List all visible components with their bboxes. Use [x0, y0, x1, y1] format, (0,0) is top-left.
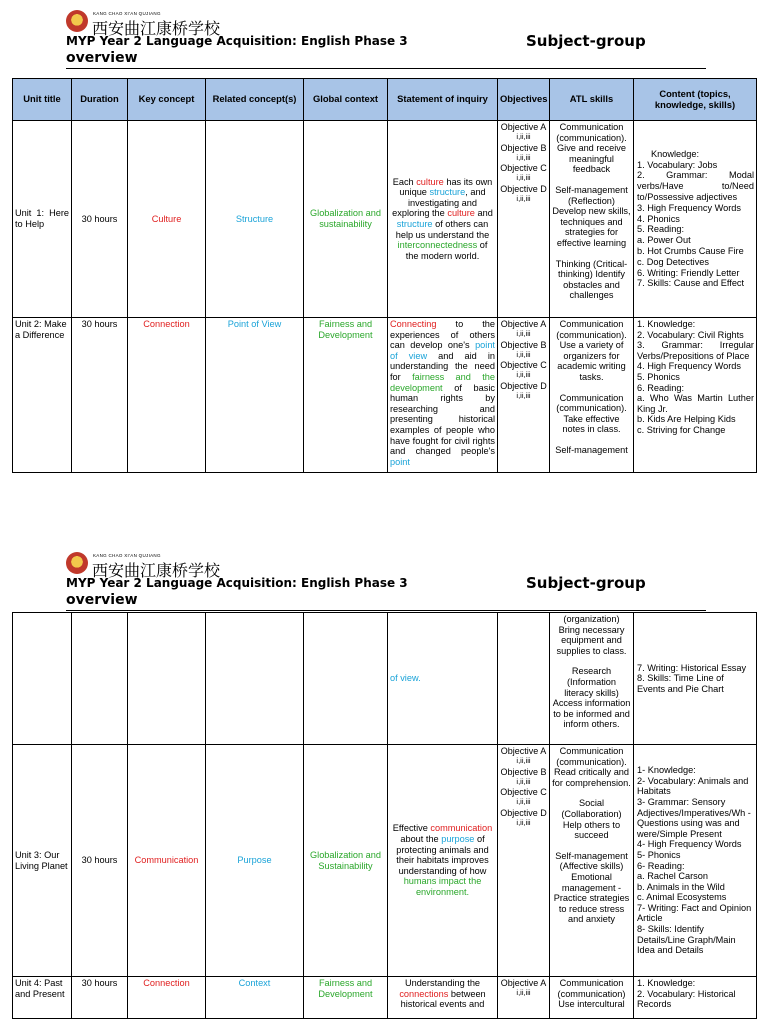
col-header-key-concept: Key concept	[128, 79, 206, 121]
unit-overview-table-1	[12, 78, 757, 473]
atl-skills: Communication (communication). Read critically and for comprehension. Social (Collaboration) Help others to succeed Self-management (Affective skills) Emotional management - Practice strategies to reduce stress and anxiety	[550, 745, 634, 977]
unit-title: Unit 2: Make a Difference	[13, 318, 72, 473]
subject-group-heading: Subject-group	[526, 574, 646, 592]
duration: 30 hours	[72, 745, 128, 977]
document-title: MYP Year 2 Language Acquisition: English Phase 3	[66, 576, 408, 590]
key-concept	[128, 613, 206, 745]
statement-of-inquiry: of view.	[388, 613, 498, 745]
global-context	[304, 613, 388, 745]
school-logo	[66, 552, 236, 580]
unit-title: Unit 4: Past and Present	[13, 977, 72, 1019]
content: Knowledge: 1. Vocabulary: Jobs 2. Grammar: Modal verbs/Have to/Need to/Possessive adjectives 3. High Frequency Words 4. Phonics 5. Reading: a. Power Out b. Hot Crumbs Cause Fire c. Dog Detectives 6. Writing: Friendly Letter 7. Skills: Cause and Effect	[634, 121, 757, 318]
duration: 30 hours	[72, 977, 128, 1019]
statement-of-inquiry: Effective communication about the purpose of protecting animals and their habitats improves understanding of how humans impact the environment.	[388, 745, 498, 977]
document-title-overview: overview	[66, 592, 138, 608]
key-concept: Connection	[128, 318, 206, 473]
unit-title	[13, 613, 72, 745]
content: 1- Knowledge: 2- Vocabulary: Animals and Habitats 3- Grammar: Sensory Adjectives/Imperatives/Wh - Questions using was and were/Simple Present 4- High Frequency Words 5- Phonics 6- Reading: a. Rachel Carson b. Animals in the Wild c. Animal Ecosystems 7- Writing: Fact and Opinion Article 8- Skills: Identify Details/Line Graph/Main Idea and Details	[634, 745, 757, 977]
global-context: Fairness and Development	[304, 977, 388, 1019]
statement-of-inquiry: Connecting to the experiences of others can develop one's point of view and aid in understanding the need for fairness and the development of basic human rights by researching and presenting historical examples of people who have fought for civil rights and changed people's point	[388, 318, 498, 473]
content: 1. Knowledge: 2. Vocabulary: Civil Rights 3. Grammar: Irregular Verbs/Prepositions of Place 4. High Frequency Words 5. Phonics 6. Reading: a. Who Was Martin Luther King Jr. b. Kids Are Helping Kids c. Striving for Change	[634, 318, 757, 473]
unit-title: Unit 3: Our Living Planet	[13, 745, 72, 977]
key-concept: Communication	[128, 745, 206, 977]
school-logo	[66, 10, 236, 38]
table-row-unit-4	[13, 977, 757, 1019]
document-title: MYP Year 2 Language Acquisition: English Phase 3	[66, 34, 408, 48]
table-header-row	[13, 79, 757, 121]
related-concept: Purpose	[206, 745, 304, 977]
table-row-unit-2-continued	[13, 613, 757, 745]
statement-of-inquiry: Understanding the connections between historical events and	[388, 977, 498, 1019]
unit-overview-table-2	[12, 612, 757, 1019]
atl-skills: (organization) Bring necessary equipment and supplies to class. Research (Information literacy skills) Access information to be informed and inform others.	[550, 613, 634, 745]
school-name-chinese: 西安曲江康桥学校	[92, 561, 221, 580]
key-concept: Connection	[128, 977, 206, 1019]
duration: 30 hours	[72, 121, 128, 318]
document-title-overview: overview	[66, 50, 138, 66]
key-concept: Culture	[128, 121, 206, 318]
related-concept	[206, 613, 304, 745]
col-header-statement-of-inquiry: Statement of inquiry	[388, 79, 498, 121]
content: 7. Writing: Historical Essay 8. Skills: Time Line of Events and Pie Chart	[634, 613, 757, 745]
duration: 30 hours	[72, 318, 128, 473]
table-row-unit-1	[13, 121, 757, 318]
col-header-atl-skills: ATL skills	[550, 79, 634, 121]
duration	[72, 613, 128, 745]
related-concept: Structure	[206, 121, 304, 318]
objectives: Objective A i,ii,iii Objective B i,ii,iii Objective C i,ii,iii Objective D i,ii,iii	[498, 318, 550, 473]
global-context: Globalization and Sustainability	[304, 745, 388, 977]
col-header-global-context: Global context	[304, 79, 388, 121]
school-name-pinyin: KANG CHAO XI'AN QUJIANG	[93, 553, 161, 558]
table-row-unit-3	[13, 745, 757, 977]
header-rule	[66, 610, 706, 611]
global-context: Fairness and Development	[304, 318, 388, 473]
atl-skills: Communication (communication). Use a variety of organizers for academic writing tasks. Communication (communication). Take effective notes in class. Self-management	[550, 318, 634, 473]
subject-group-heading: Subject-group	[526, 32, 646, 50]
related-concept: Context	[206, 977, 304, 1019]
page-header-2	[66, 552, 706, 612]
school-emblem-icon	[66, 552, 88, 574]
school-emblem-icon	[66, 10, 88, 32]
col-header-objectives: Objectives	[498, 79, 550, 121]
unit-title: Unit 1: Here to Help	[13, 121, 72, 318]
school-name-chinese: 西安曲江康桥学校	[92, 19, 221, 38]
col-header-related-concepts: Related concept(s)	[206, 79, 304, 121]
statement-of-inquiry: Each culture has its own unique structure, and investigating and exploring the culture and structure of others can help us understand the interconnectedness of the modern world.	[388, 121, 498, 318]
atl-skills: Communication (communication). Give and receive meaningful feedback Self-management (Reflection) Develop new skills, techniques and strategies for effective learning Thinking (Critical-thinking) Identify obstacles and challenges	[550, 121, 634, 318]
atl-skills: Communication (communication) Use intercultural	[550, 977, 634, 1019]
header-rule	[66, 68, 706, 69]
content: 1. Knowledge: 2. Vocabulary: Historical Records	[634, 977, 757, 1019]
page-header-1	[66, 10, 706, 70]
col-header-unit-title: Unit title	[13, 79, 72, 121]
objectives: Objective A i,ii,iii Objective B i,ii,iii Objective C i,ii,iii Objective D i,ii,iii	[498, 121, 550, 318]
table-row-unit-2	[13, 318, 757, 473]
school-name-pinyin: KANG CHAO XI'AN QUJIANG	[93, 11, 161, 16]
objectives	[498, 613, 550, 745]
global-context: Globalization and sustainability	[304, 121, 388, 318]
col-header-content: Content (topics, knowledge, skills)	[634, 79, 757, 121]
objectives: Objective A i,ii,iii Objective B i,ii,iii Objective C i,ii,iii Objective D i,ii,iii	[498, 745, 550, 977]
objectives: Objective A i,ii,iii	[498, 977, 550, 1019]
related-concept: Point of View	[206, 318, 304, 473]
col-header-duration: Duration	[72, 79, 128, 121]
